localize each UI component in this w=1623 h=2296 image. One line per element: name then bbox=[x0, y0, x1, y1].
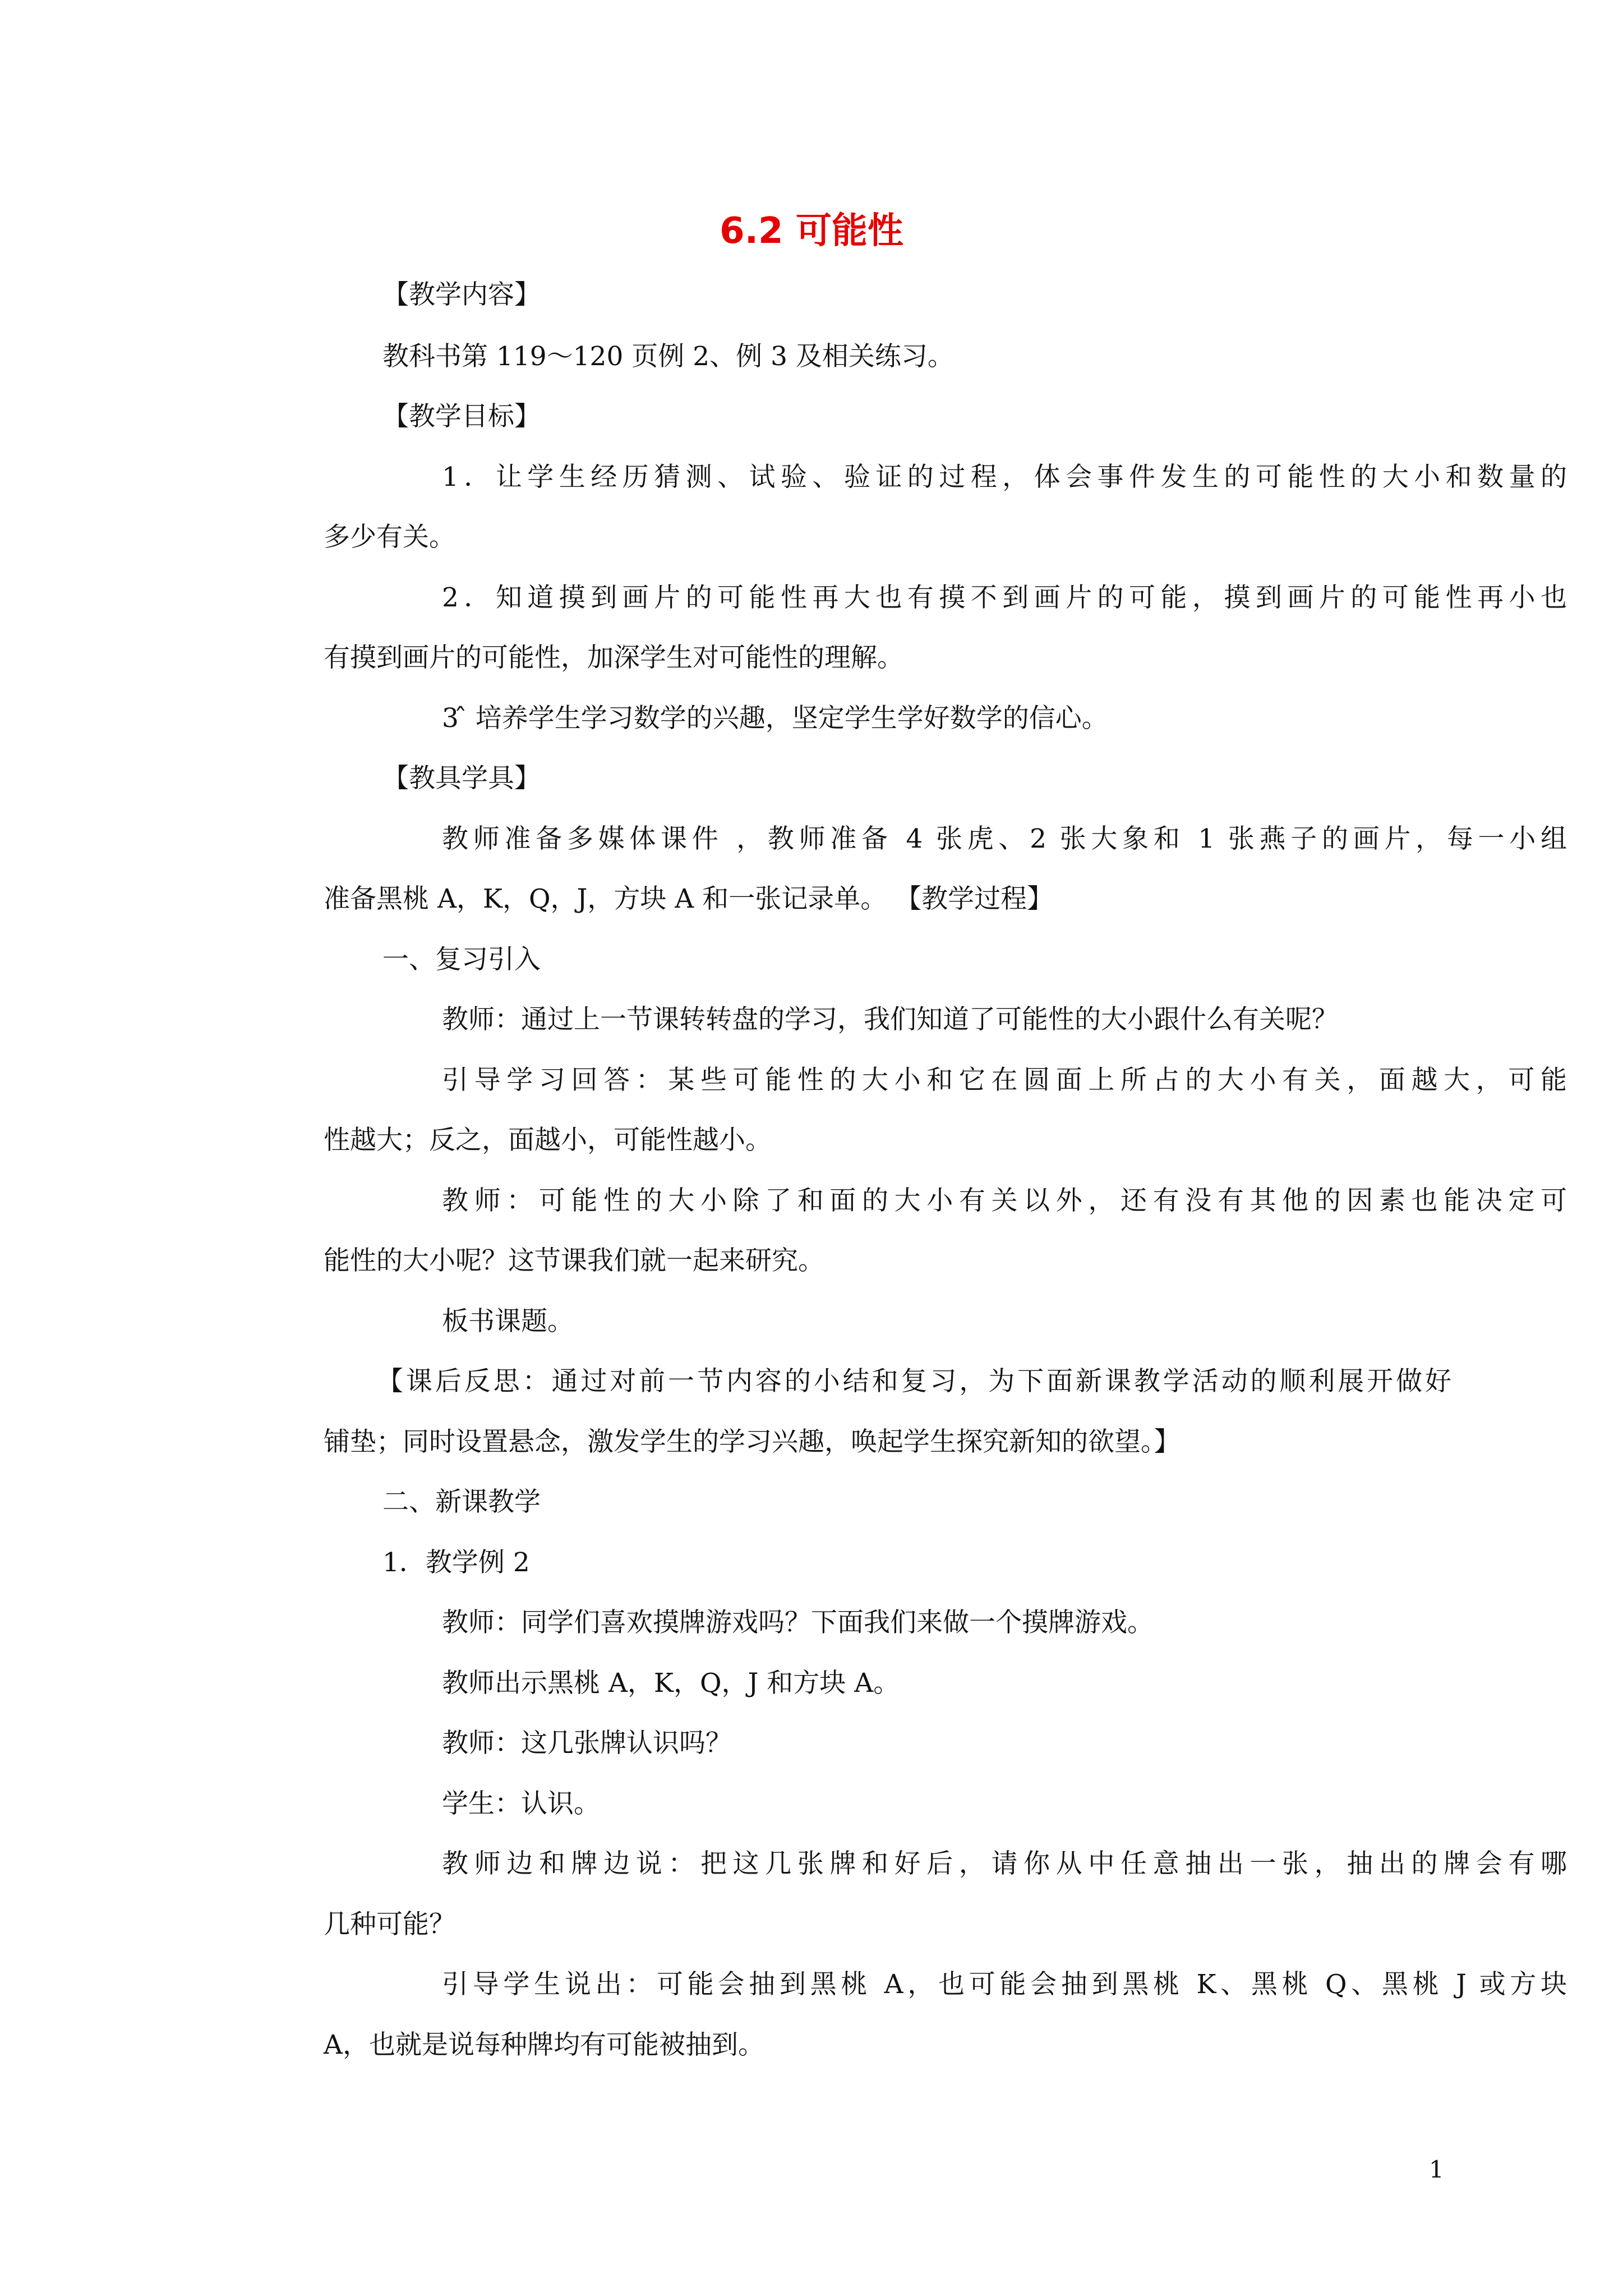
paragraph-4: 板书课题。 bbox=[442, 1306, 574, 1337]
page-title: 6.2 可能性 bbox=[720, 210, 903, 252]
example-line-6-part-1: 引导学生说出：可能会抽到黑桃 A，也可能会抽到黑桃 K、黑桃 Q、黑桃 J 或方块 bbox=[442, 1969, 1567, 2000]
part-1-heading: 一、复习引入 bbox=[382, 944, 541, 975]
example-line-6-part-2: A，也就是说每种牌均有可能被抽到。 bbox=[324, 2030, 764, 2060]
paragraph-1: 教师：通过上一节课转转盘的学习，我们知道了可能性的大小跟什么有关呢？ bbox=[442, 1004, 1338, 1035]
goal-2-line-2: 有摸到画片的可能性，加深学生对可能性的理解。 bbox=[324, 642, 903, 673]
example-line-4: 学生：认识。 bbox=[442, 1788, 600, 1819]
paragraph-2-line-2: 性越大；反之，面越小，可能性越小。 bbox=[324, 1125, 772, 1156]
example-line-3: 教师：这几张牌认识吗？ bbox=[442, 1728, 732, 1759]
content-text: 教科书第 119～120 页例 2、例 3 及相关练习。 bbox=[382, 341, 954, 372]
goal-3: 3 ̂ 培养学生学习数学的兴趣，坚定学生学好数学的信心。 bbox=[442, 703, 1108, 734]
reflection-line-2: 铺垫；同时设置悬念，激发学生的学习兴趣，唤起学生探究新知的欲望。】 bbox=[324, 1427, 1181, 1457]
part-2-heading: 二、新课教学 bbox=[382, 1487, 541, 1517]
page-number: 1 bbox=[1429, 2156, 1444, 2183]
example-line-1: 教师：同学们喜欢摸牌游戏吗？下面我们来做一个摸牌游戏。 bbox=[442, 1607, 1154, 1638]
content-heading: 【教学内容】 bbox=[382, 279, 541, 310]
paragraph-3-line-1: 教师：可能性的大小除了和面的大小有关以外，还有没有其他的因素也能决定可 bbox=[442, 1185, 1567, 1216]
paragraph-3-line-2: 能性的大小呢？这节课我们就一起来研究。 bbox=[324, 1245, 824, 1276]
goals-heading: 【教学目标】 bbox=[382, 401, 541, 432]
tools-heading: 【教具学具】 bbox=[382, 763, 541, 794]
reflection-line-1: 【课后反思：通过对前一节内容的小结和复习，为下面新课教学活动的顺利展开做好 bbox=[377, 1366, 1451, 1397]
example-line-5-part-1: 教师边和牌边说：把这几张牌和好后，请你从中任意抽出一张，抽出的牌会有哪 bbox=[442, 1848, 1567, 1879]
tools-line-1: 教师准备多媒体课件 ，教师准备 4 张虎、2 张大象和 1 张燕子的画片，每一小组 bbox=[442, 823, 1567, 854]
example-heading: 1．教学例 2 bbox=[382, 1547, 530, 1578]
paragraph-2-line-1: 引导学习回答：某些可能性的大小和它在圆面上所占的大小有关，面越大，可能 bbox=[442, 1065, 1567, 1096]
goal-2-line-1: 2．知道摸到画片的可能性再大也有摸不到画片的可能，摸到画片的可能性再小也 bbox=[442, 582, 1567, 613]
example-line-5-part-2: 几种可能？ bbox=[324, 1909, 455, 1940]
goal-1-line-2: 多少有关。 bbox=[324, 522, 455, 553]
example-line-2: 教师出示黑桃 A，K，Q，J 和方块 A。 bbox=[442, 1668, 900, 1699]
goal-1-line-1: 1．让学生经历猜测、试验、验证的过程，体会事件发生的可能性的大小和数量的 bbox=[442, 462, 1567, 493]
tools-line-2: 准备黑桃 A，K，Q，J，方块 A 和一张记录单。 【教学过程】 bbox=[324, 884, 1054, 914]
